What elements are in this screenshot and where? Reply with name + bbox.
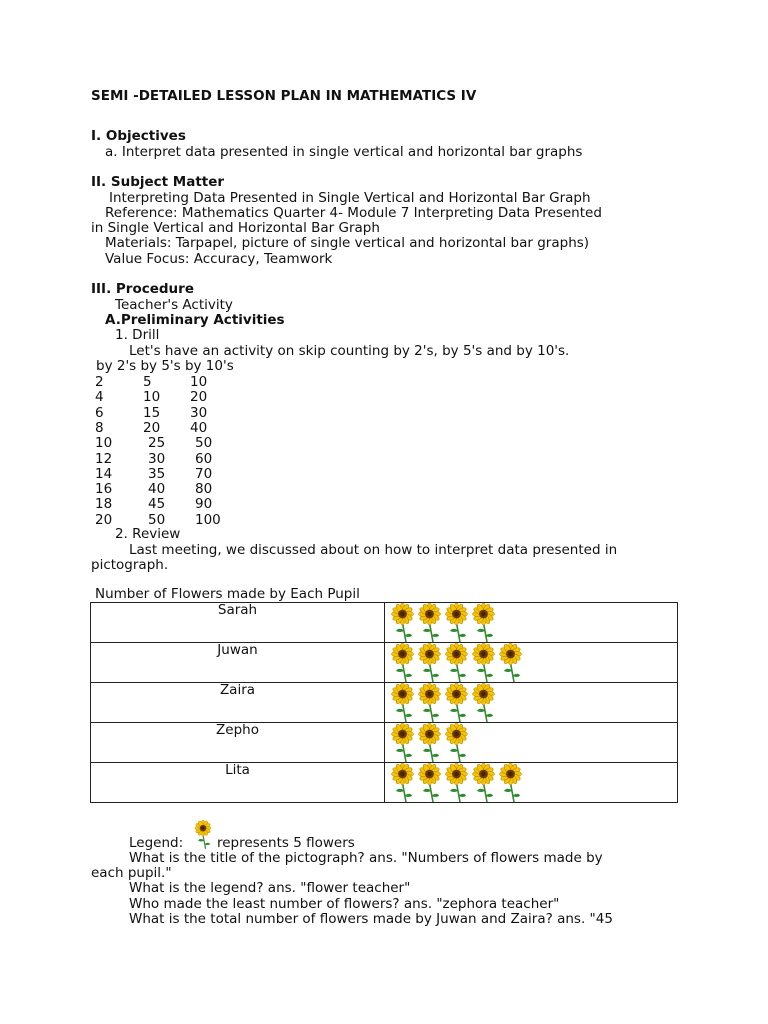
sunflower-icon: [470, 643, 497, 683]
skip-count-cell: 20: [190, 389, 208, 406]
subject-reference-line1: Reference: Mathematics Quarter 4- Module 7 Interpreting Data Presented: [105, 205, 602, 221]
subject-materials: Materials: Tarpapel, picture of single vertical and horizontal bar graphs): [105, 235, 590, 251]
drill-label: 1. Drill: [115, 327, 160, 343]
flower-cell: [385, 763, 678, 803]
skip-count-cell: 12: [95, 450, 113, 467]
pictograph-row: [91, 683, 678, 723]
skip-count-cell: 25: [148, 435, 166, 452]
pictograph-row: [91, 723, 678, 763]
subject-reference-line2: in Single Vertical and Horizontal Bar Graph: [91, 220, 380, 236]
skip-count-cell: 20: [95, 511, 113, 528]
subject-topic: Interpreting Data Presented in Single Vertical and Horizontal Bar Graph: [109, 190, 591, 206]
sunflower-icon: [443, 723, 470, 763]
skip-count-cell: 100: [195, 511, 221, 528]
sunflower-icon: [389, 763, 416, 803]
legend-sunflower-icon: [193, 820, 213, 850]
skip-count-cell: 90: [195, 496, 213, 513]
skip-count-cell: 8: [95, 419, 104, 436]
skip-count-cell: 20: [143, 419, 161, 436]
sunflower-icon: [416, 643, 443, 683]
sunflower-icon: [497, 643, 524, 683]
skip-count-cell: 16: [95, 481, 113, 498]
legend-text: represents 5 flowers: [217, 835, 355, 851]
teacher-activity-label: Teacher's Activity: [115, 297, 233, 313]
review-text-line2: pictograph.: [91, 557, 169, 573]
skip-count-cell: 18: [95, 496, 113, 513]
flower-cell: [385, 643, 678, 683]
sunflower-icon: [443, 643, 470, 683]
skip-count-cell: 30: [190, 404, 208, 421]
sunflower-icon: [416, 603, 443, 643]
procedure-heading: III. Procedure: [91, 281, 194, 297]
skip-count-cell: 10: [190, 374, 208, 390]
skip-count-cell: 6: [95, 404, 104, 421]
pictograph-row: [91, 603, 678, 643]
sunflower-icon: [497, 763, 524, 803]
sunflower-icon: [389, 683, 416, 723]
skip-count-cell: 60: [195, 450, 213, 467]
sunflower-icon: [443, 603, 470, 643]
subject-value-focus: Value Focus: Accuracy, Teamwork: [105, 251, 333, 267]
flower-cell: [385, 723, 678, 763]
objective-item: a. Interpret data presented in single vertical and horizontal bar graphs: [105, 144, 583, 160]
sunflower-icon: [416, 683, 443, 723]
skip-count-cell: 40: [148, 481, 166, 498]
review-label: 2. Review: [115, 526, 181, 542]
preliminary-activities-heading: A.Preliminary Activities: [105, 312, 285, 328]
review-text-line1: Last meeting, we discussed about on how to interpret data presented in: [129, 542, 618, 558]
skip-count-cell: 80: [195, 481, 213, 498]
lesson-title: SEMI -DETAILED LESSON PLAN IN MATHEMATICS IV: [91, 88, 477, 104]
sunflower-icon: [470, 683, 497, 723]
flower-group: [389, 643, 524, 682]
sunflower-icon: [470, 603, 497, 643]
question-2: What is the legend? ans. "flower teacher": [129, 880, 411, 896]
pupil-name: Lita: [91, 763, 385, 803]
subject-matter-heading: II. Subject Matter: [91, 174, 225, 190]
pupil-name: Zaira: [91, 683, 385, 723]
skip-count-cell: 5: [143, 374, 152, 390]
legend-label: Legend:: [129, 835, 184, 851]
question-1-line1: What is the title of the pictograph? ans. "Numbers of flowers made by: [129, 850, 603, 866]
sunflower-icon: [470, 763, 497, 803]
skip-count-cell: 45: [148, 496, 166, 513]
skip-count-cell: 50: [195, 435, 213, 452]
skip-count-cell: 30: [148, 450, 166, 467]
pictograph-row: [91, 763, 678, 803]
skip-count-cell: 40: [190, 419, 208, 436]
question-3: Who made the least number of flowers? ans. "zephora teacher": [129, 896, 560, 912]
sunflower-icon: [443, 683, 470, 723]
flower-group: [389, 723, 470, 762]
skip-count-cell: 4: [95, 389, 104, 406]
pupil-name: Zepho: [91, 723, 385, 763]
skip-count-cell: 2: [95, 374, 104, 390]
skip-count-cell: 70: [195, 465, 213, 482]
question-4: What is the total number of flowers made by Juwan and Zaira? ans. "45: [129, 911, 613, 927]
skip-count-cell: 14: [95, 465, 113, 482]
skip-count-cell: 15: [143, 404, 161, 421]
pictograph-title: Number of Flowers made by Each Pupil: [95, 586, 360, 602]
pupil-name: Juwan: [91, 643, 385, 683]
sunflower-icon: [416, 763, 443, 803]
flower-cell: [385, 683, 678, 723]
sunflower-icon: [416, 723, 443, 763]
pupil-name: Sarah: [91, 603, 385, 643]
skip-count-header: by 2's by 5's by 10's: [96, 358, 234, 374]
drill-text: Let's have an activity on skip counting by 2's, by 5's and by 10's.: [129, 343, 570, 359]
flower-cell: [385, 603, 678, 643]
pictograph-row: [91, 643, 678, 683]
pictograph-table: [90, 602, 678, 803]
skip-count-cell: 50: [148, 511, 166, 528]
skip-count-cell: 10: [95, 435, 113, 452]
question-1-line2: each pupil.": [91, 865, 172, 881]
sunflower-icon: [389, 643, 416, 683]
flower-group: [389, 763, 524, 802]
sunflower-icon: [443, 763, 470, 803]
objectives-heading: I. Objectives: [91, 128, 186, 144]
sunflower-icon: [389, 723, 416, 763]
skip-count-cell: 10: [143, 389, 161, 406]
flower-group: [389, 603, 497, 642]
sunflower-icon: [389, 603, 416, 643]
skip-count-cell: 35: [148, 465, 166, 482]
flower-group: [389, 683, 497, 722]
